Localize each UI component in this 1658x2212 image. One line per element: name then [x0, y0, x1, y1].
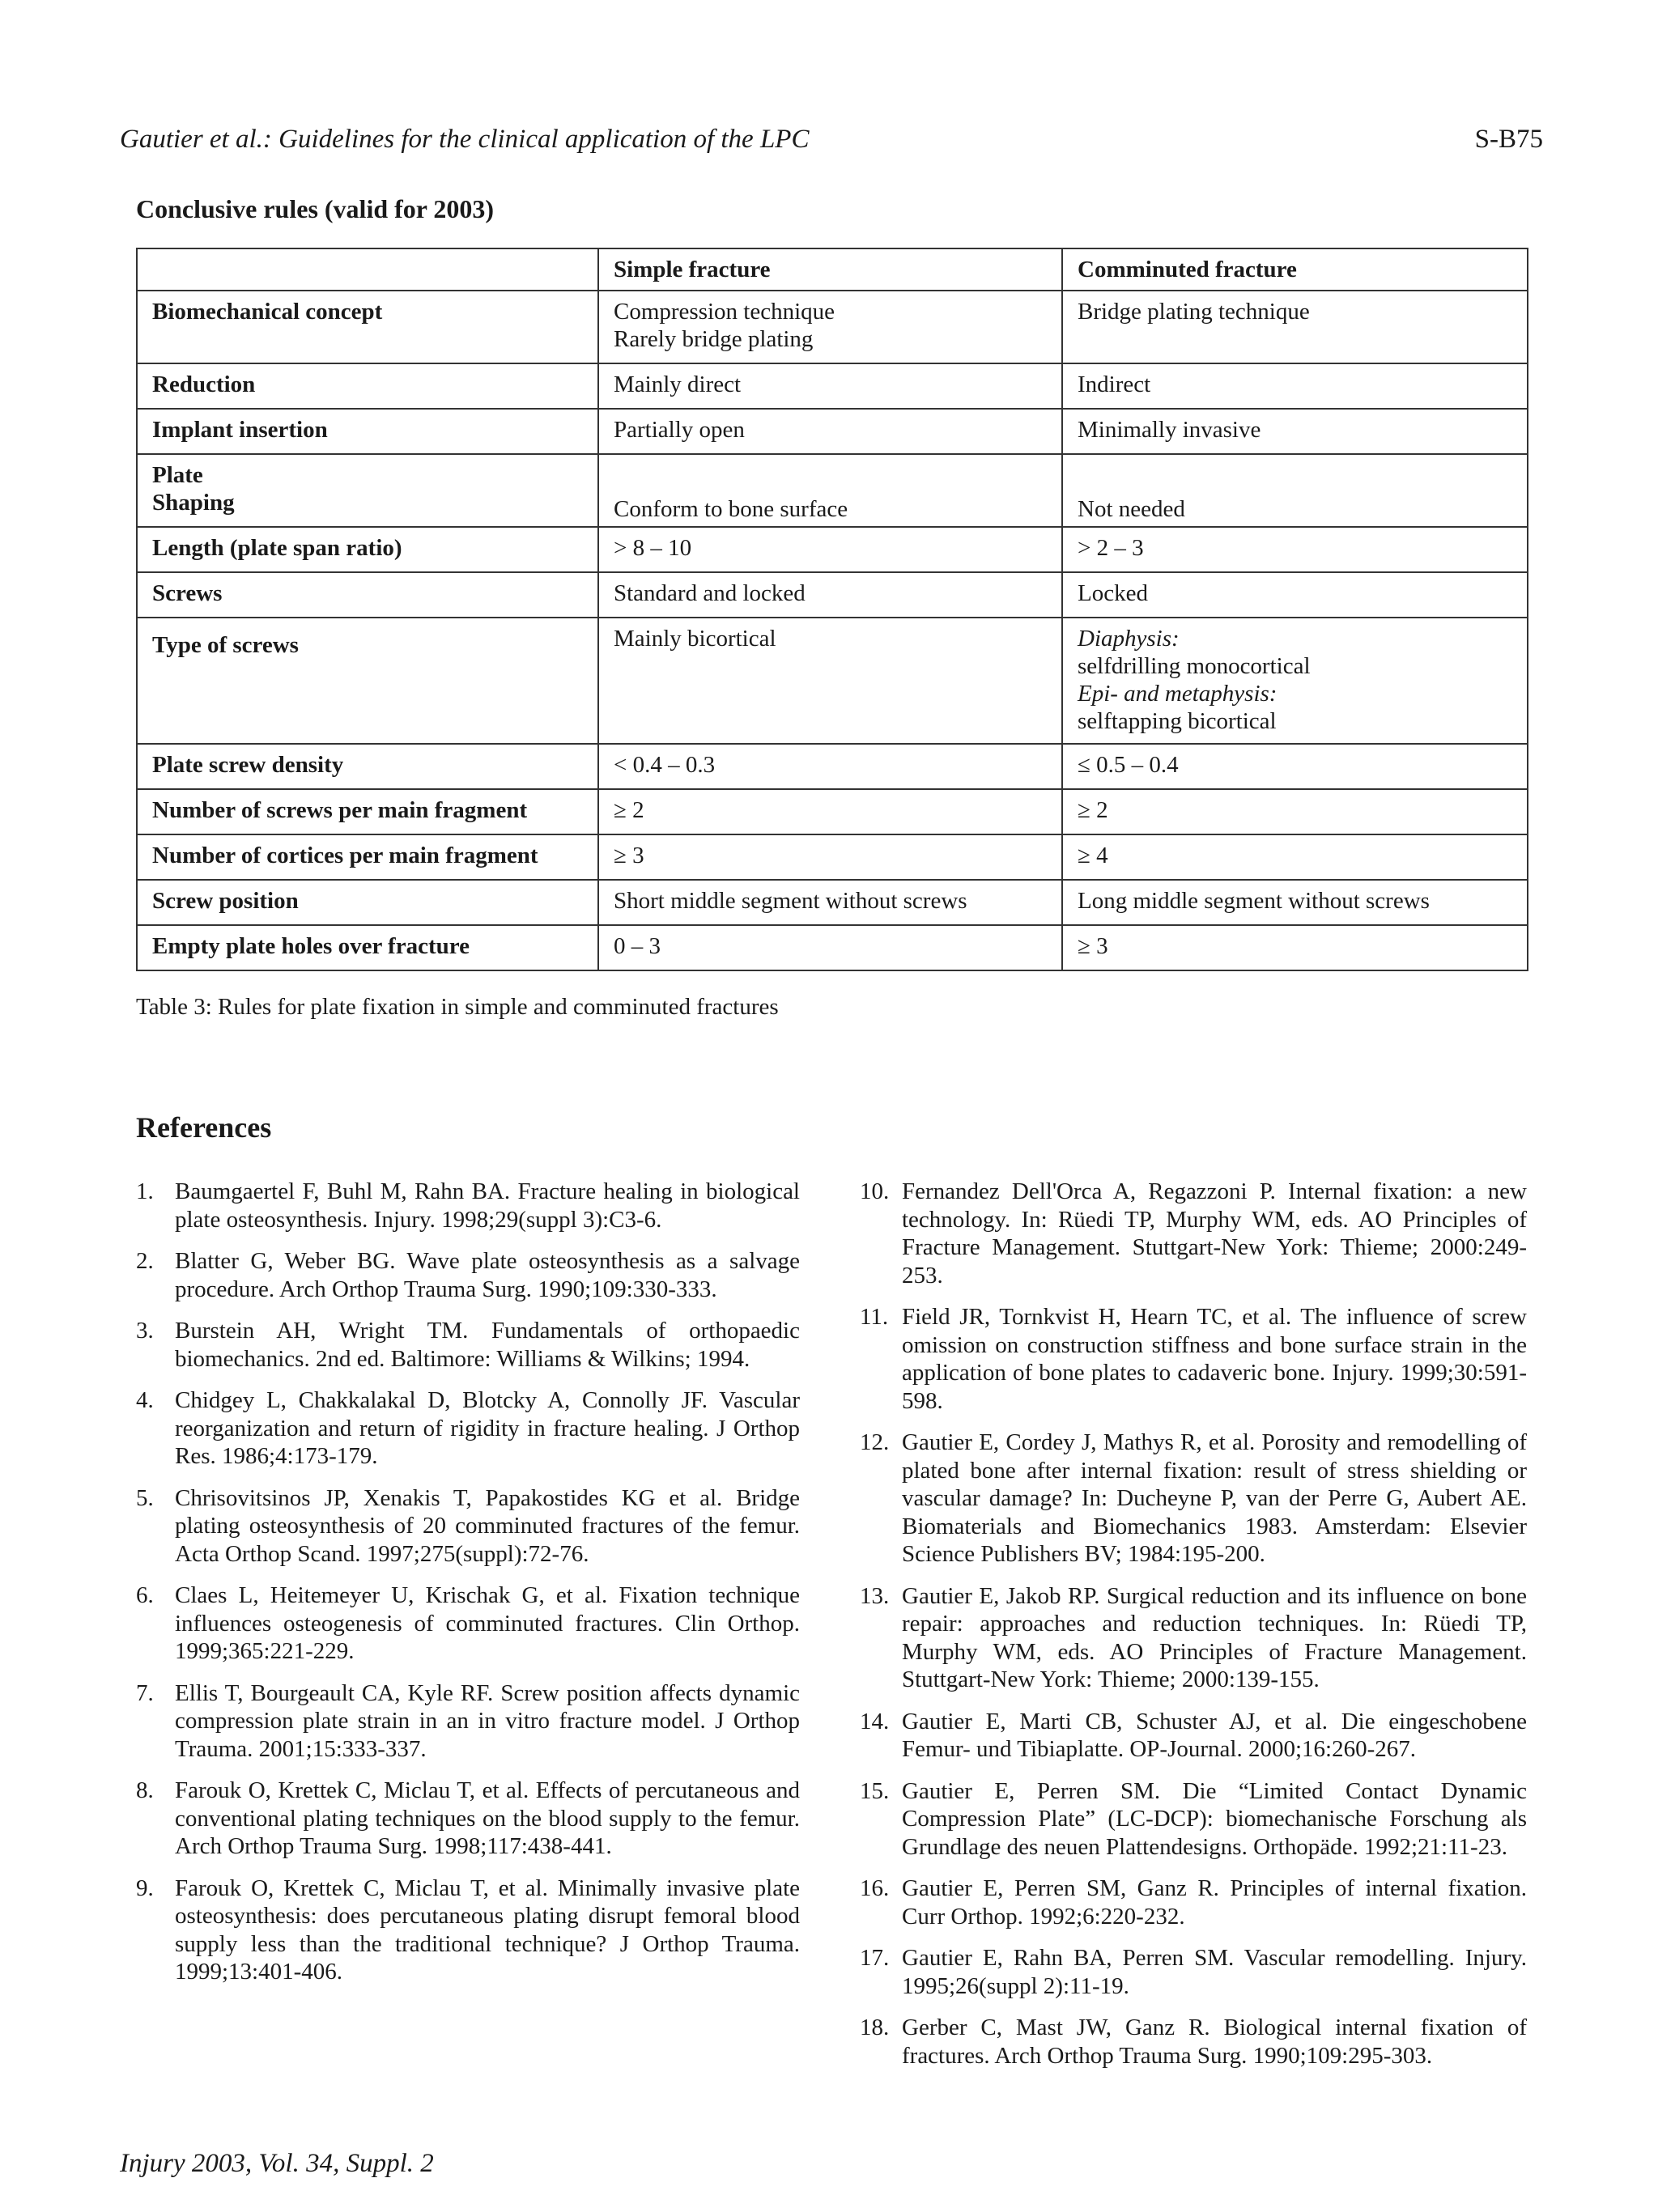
references-column-right	[860, 1178, 1527, 2083]
cell-comminuted: ≥ 2	[1062, 789, 1528, 834]
list-item	[860, 1708, 1527, 1764]
list-item	[860, 1178, 1527, 1289]
row-label: Screws	[137, 572, 598, 618]
reference-number: 10.	[860, 1178, 890, 1204]
reference-text: Gautier E, Jakob RP. Surgical reduction and its influence on bone repair: approaches and reduction techniques. In: Rüedi TP, Murphy WM, eds. AO Principles of Fracture Management. Stuttgart-New York: Thieme; 2000:139-155.	[902, 1582, 1527, 1692]
reference-text: Claes L, Heitemeyer U, Krischak G, et al. Fixation technique influences osteogenesis of comminuted fractures. Clin Orthop. 1999;365:221-229.	[175, 1582, 800, 1664]
row-label-line: Plate	[152, 462, 203, 488]
reference-number: 13.	[860, 1582, 890, 1609]
table-row	[137, 834, 1528, 880]
table-row	[137, 409, 1528, 454]
reference-text: Gautier E, Perren SM. Die “Limited Contact Dynamic Compression Plate” (LC-DCP): biomechanische Forschung als Grundlage des neuen Plattendesigns. Orthopäde. 1992;21:11-23.	[902, 1777, 1527, 1860]
references-heading: References	[136, 1111, 272, 1144]
reference-number: 5.	[136, 1484, 154, 1511]
reference-number: 15.	[860, 1777, 890, 1804]
reference-text: Gautier E, Marti CB, Schuster AJ, et al. Die eingeschobene Femur- und Tibiaplatte. OP-Journal. 2000;16:260-267.	[902, 1708, 1527, 1762]
running-head: Gautier et al.: Guidelines for the clinical application of the LPC	[120, 125, 810, 154]
reference-text: Farouk O, Krettek C, Miclau T, et al. Minimally invasive plate osteosynthesis: does percutaneous plating disrupt femoral blood supply less than the traditional technique? J Orthop Trauma. 1999;13:401-406.	[175, 1874, 800, 1985]
cell-simple: Mainly direct	[598, 363, 1062, 409]
cell-comminuted: Not needed	[1062, 454, 1528, 527]
reference-number: 17.	[860, 1945, 890, 1971]
row-label	[137, 618, 598, 744]
cell-comminuted: Long middle segment without screws	[1062, 880, 1528, 925]
reference-number: 6.	[136, 1582, 154, 1608]
cell-comminuted: ≥ 3	[1062, 925, 1528, 970]
table-header-row	[137, 248, 1528, 291]
row-label: Plate screw density	[137, 744, 598, 789]
row-sublabel: Shaping	[152, 490, 235, 516]
reference-text: Field JR, Tornkvist H, Hearn TC, et al. The influence of screw omission on construction stiffness and bone surface strain in the application of bone plates to cadaveric bone. Injury. 1999;30:591-598.	[902, 1304, 1527, 1414]
table-row	[137, 618, 1528, 744]
cell-simple: 0 – 3	[598, 925, 1062, 970]
list-item	[136, 1484, 800, 1569]
list-item	[136, 1874, 800, 1986]
reference-number: 4.	[136, 1387, 154, 1413]
cell-comminuted: Minimally invasive	[1062, 409, 1528, 454]
row-label: Biomechanical concept	[137, 291, 598, 363]
reference-number: 18.	[860, 2015, 890, 2040]
reference-text: Gautier E, Rahn BA, Perren SM. Vascular remodelling. Injury. 1995;26(suppl 2):11-19.	[902, 1945, 1527, 1999]
page-number: S-B75	[1474, 125, 1543, 154]
reference-text: Chidgey L, Chakkalakal D, Blotcky A, Connolly JF. Vascular reorganization and return of rigidity in fracture healing. J Orthop Res. 1986;4:173-179.	[175, 1387, 800, 1469]
table-row	[137, 572, 1528, 618]
cell-line: Epi- and metaphysis:	[1078, 681, 1278, 707]
section-title: Conclusive rules (valid for 2003)	[136, 194, 495, 223]
list-item	[860, 1944, 1527, 2000]
list-item	[136, 1178, 800, 1233]
cell-comminuted: Bridge plating technique	[1062, 291, 1528, 363]
list-item	[860, 1429, 1527, 1569]
table-row	[137, 291, 1528, 363]
cell-simple: Partially open	[598, 409, 1062, 454]
list-item	[136, 1777, 800, 1861]
row-label: Number of cortices per main fragment	[137, 834, 598, 880]
table-row	[137, 744, 1528, 789]
reference-text: Gerber C, Mast JW, Ganz R. Biological internal fixation of fractures. Arch Orthop Trauma Surg. 1990;109:295-303.	[902, 2015, 1527, 2069]
table-row	[137, 789, 1528, 834]
rules-table	[136, 248, 1528, 971]
row-label: Screw position	[137, 880, 598, 925]
cell-simple: Conform to bone surface	[598, 454, 1062, 527]
reference-number: 2.	[136, 1248, 154, 1274]
list-item	[136, 1679, 800, 1764]
list-item	[860, 2014, 1527, 2070]
cell-comminuted: > 2 – 3	[1062, 527, 1528, 572]
row-label	[137, 454, 598, 527]
reference-number: 11.	[860, 1304, 889, 1330]
row-label: Length (plate span ratio)	[137, 527, 598, 572]
column-header-simple: Simple fracture	[598, 248, 1062, 291]
cell-comminuted: Indirect	[1062, 363, 1528, 409]
table-row	[137, 454, 1528, 527]
cell-line: Rarely bridge plating	[614, 326, 814, 352]
cell-line: selfdrilling monocortical	[1078, 653, 1311, 679]
table-row	[137, 925, 1528, 970]
row-label: Number of screws per main fragment	[137, 789, 598, 834]
reference-number: 12.	[860, 1429, 890, 1455]
row-label-line: Type of screws	[152, 632, 299, 658]
cell-line: Diaphysis:	[1078, 626, 1180, 652]
table-row	[137, 880, 1528, 925]
cell-line: Compression technique	[614, 299, 835, 325]
cell-comminuted	[1062, 618, 1528, 744]
cell-comminuted: Locked	[1062, 572, 1528, 618]
cell-simple: > 8 – 10	[598, 527, 1062, 572]
cell-simple: Short middle segment without screws	[598, 880, 1062, 925]
cell-simple: Mainly bicortical	[598, 618, 1062, 744]
list-item	[136, 1317, 800, 1373]
cell-simple: ≥ 2	[598, 789, 1062, 834]
reference-text: Burstein AH, Wright TM. Fundamentals of orthopaedic biomechanics. 2nd ed. Baltimore: Williams & Wilkins; 1994.	[175, 1318, 800, 1372]
row-label: Implant insertion	[137, 409, 598, 454]
reference-text: Gautier E, Cordey J, Mathys R, et al. Porosity and remodelling of plated bone after internal fixation: result of stress shielding or vascular damage? In: Ducheyne P, van der Perre G, Aubert AE. Biomaterials and Biomechanics 1983. Amsterdam: Elsevier Science Publishers BV; 1984:195-200.	[902, 1429, 1527, 1567]
cell-comminuted: ≥ 4	[1062, 834, 1528, 880]
list-item	[860, 1582, 1527, 1694]
table-corner-cell	[137, 248, 598, 291]
journal-footer: Injury 2003, Vol. 34, Suppl. 2	[120, 2149, 434, 2178]
table-caption: Table 3: Rules for plate fixation in simple and comminuted fractures	[136, 994, 779, 1020]
reference-text: Farouk O, Krettek C, Miclau T, et al. Effects of percutaneous and conventional plating techniques on the blood supply to the femur. Arch Orthop Trauma Surg. 1998;117:438-441.	[175, 1777, 800, 1859]
reference-number: 8.	[136, 1777, 154, 1803]
row-label: Empty plate holes over fracture	[137, 925, 598, 970]
cell-simple: < 0.4 – 0.3	[598, 744, 1062, 789]
list-item	[860, 1303, 1527, 1415]
list-item	[136, 1386, 800, 1471]
reference-text: Baumgaertel F, Buhl M, Rahn BA. Fracture healing in biological plate osteosynthesis. Injury. 1998;29(suppl 3):C3-6.	[175, 1178, 800, 1233]
reference-text: Ellis T, Bourgeault CA, Kyle RF. Screw position affects dynamic compression plate strain in an in vitro fracture model. J Orthop Trauma. 2001;15:333-337.	[175, 1679, 800, 1762]
cell-line: selftapping bicortical	[1078, 708, 1277, 734]
table-row	[137, 527, 1528, 572]
list-item	[136, 1582, 800, 1666]
reference-number: 1.	[136, 1178, 154, 1204]
cell-simple: Standard and locked	[598, 572, 1062, 618]
reference-text: Chrisovitsinos JP, Xenakis T, Papakostides KG et al. Bridge plating osteosynthesis of 20 comminuted fractures of the femur. Acta Orthop Scand. 1997;275(suppl):72-76.	[175, 1484, 800, 1567]
row-label: Reduction	[137, 363, 598, 409]
list-item	[860, 1777, 1527, 1862]
reference-text: Fernandez Dell'Orca A, Regazzoni P. Internal fixation: a new technology. In: Rüedi TP, Murphy WM, eds. AO Principles of Fracture Management. Stuttgart-New York: Thieme; 2000:249-253.	[902, 1178, 1527, 1289]
table-row	[137, 363, 1528, 409]
list-item	[136, 1247, 800, 1303]
reference-number: 14.	[860, 1708, 890, 1734]
list-item	[860, 1874, 1527, 1930]
reference-text: Blatter G, Weber BG. Wave plate osteosynthesis as a salvage procedure. Arch Orthop Trauma Surg. 1990;109:330-333.	[175, 1248, 800, 1302]
cell-simple	[598, 291, 1062, 363]
references-column-left	[136, 1178, 800, 2000]
reference-number: 16.	[860, 1875, 890, 1901]
cell-comminuted: ≤ 0.5 – 0.4	[1062, 744, 1528, 789]
reference-number: 7.	[136, 1679, 154, 1706]
column-header-comminuted: Comminuted fracture	[1062, 248, 1528, 291]
reference-number: 9.	[136, 1874, 154, 1901]
cell-simple: ≥ 3	[598, 834, 1062, 880]
reference-text: Gautier E, Perren SM, Ganz R. Principles of internal fixation. Curr Orthop. 1992;6:220-232.	[902, 1875, 1527, 1930]
reference-number: 3.	[136, 1318, 154, 1344]
